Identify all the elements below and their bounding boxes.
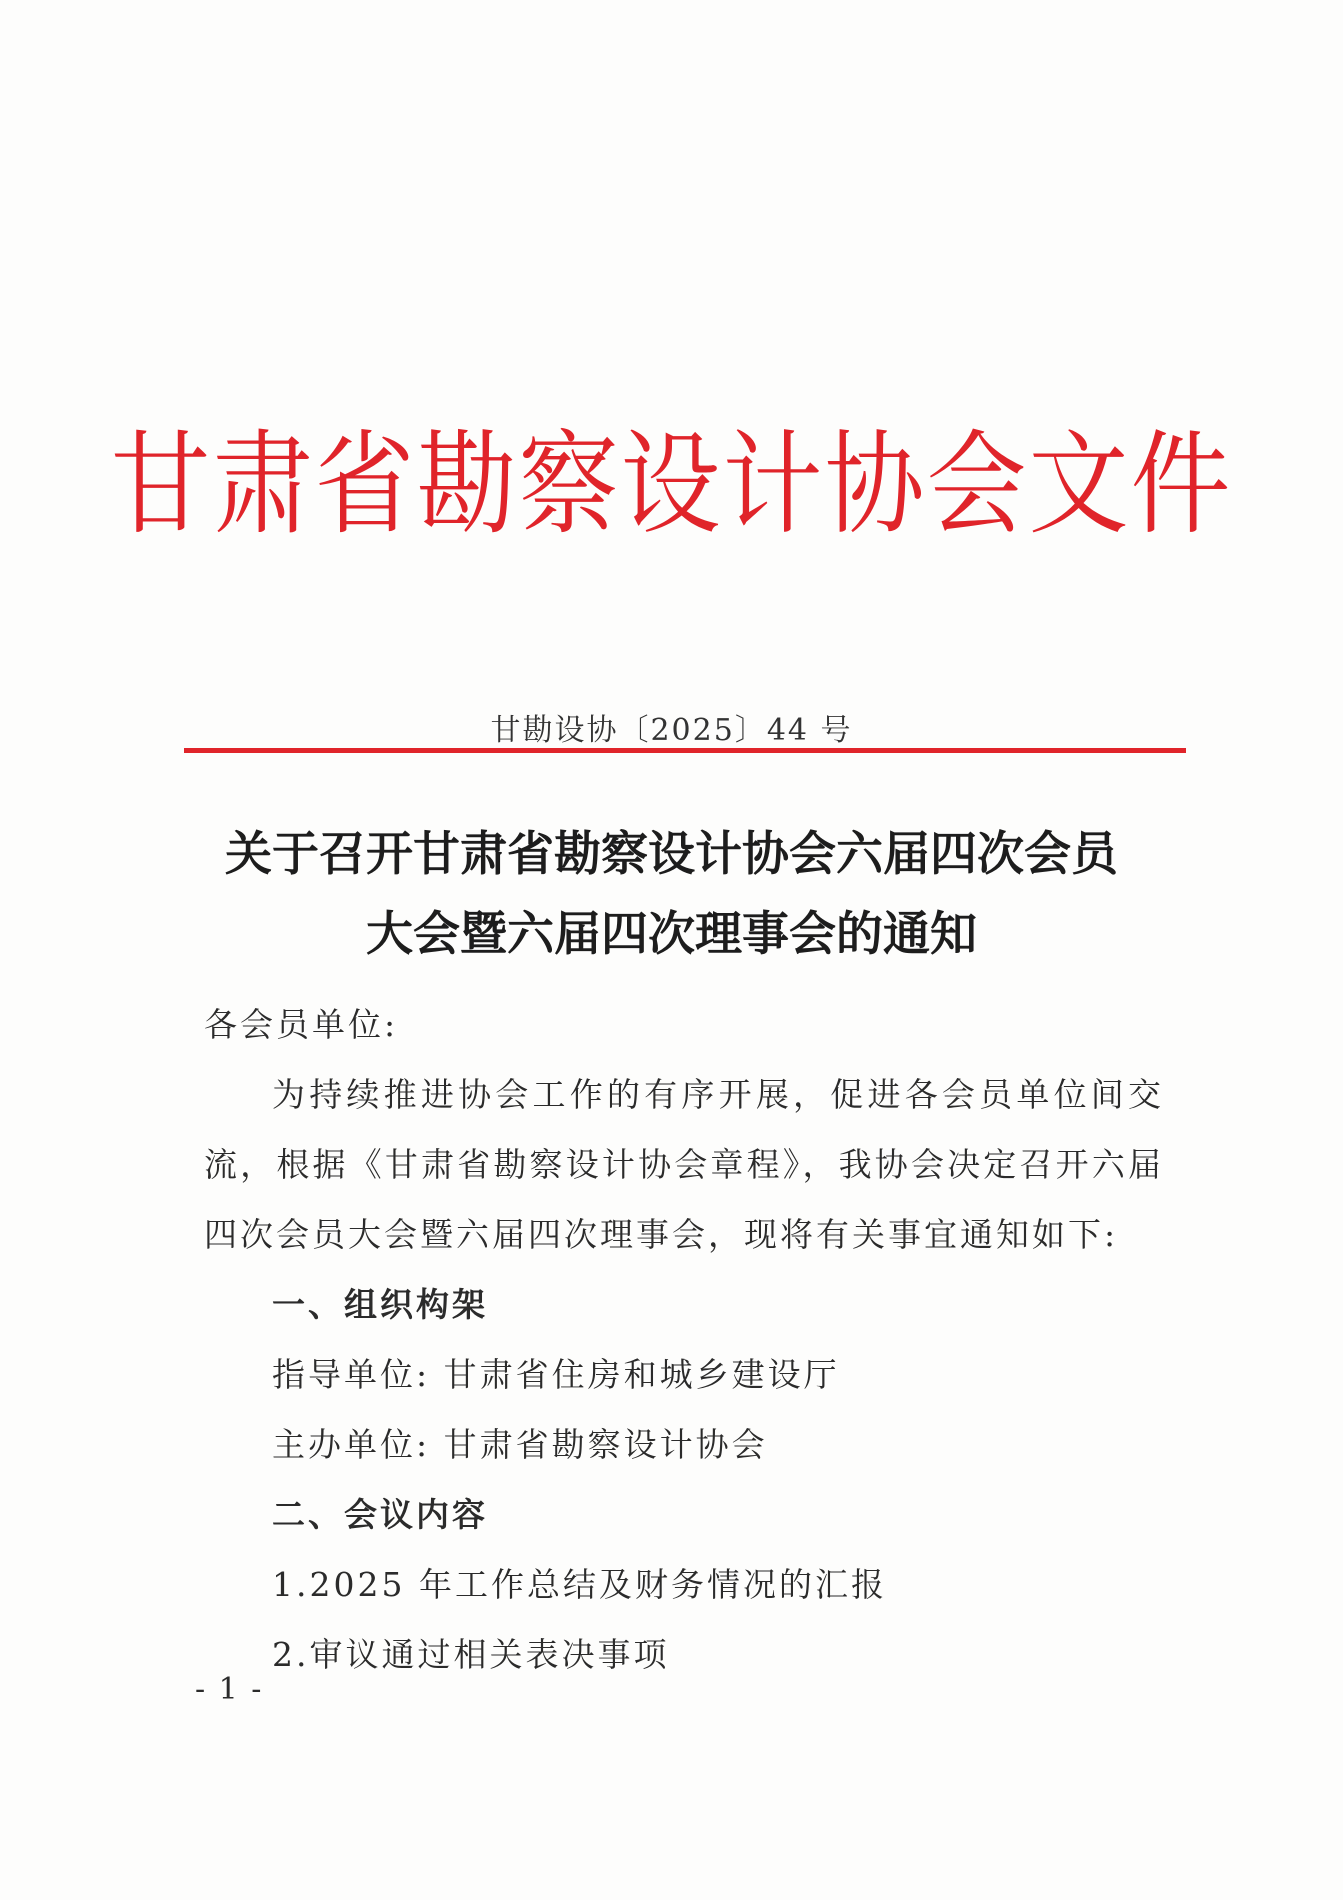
section-heading-organization: 一、组织构架 xyxy=(272,1285,488,1324)
page-number: - 1 - xyxy=(195,1672,264,1707)
guiding-unit: 指导单位: 甘肃省住房和城乡建设厅 xyxy=(272,1355,840,1394)
meeting-item-1: 1.2025 年工作总结及财务情况的汇报 xyxy=(272,1565,887,1604)
document-number: 甘勘设协〔2025〕44 号 xyxy=(490,713,853,748)
document-body xyxy=(204,990,1164,1690)
host-unit: 主办单位: 甘肃省勘察设计协会 xyxy=(272,1425,768,1464)
document-title-line-2: 大会暨六届四次理事会的通知 xyxy=(366,907,977,962)
document-title-line-1: 关于召开甘肃省勘察设计协会六届四次会员 xyxy=(225,827,1118,882)
salutation: 各会员单位: xyxy=(204,1005,399,1044)
meeting-item-2: 2.审议通过相关表决事项 xyxy=(272,1635,670,1674)
intro-paragraph: 为持续推进协会工作的有序开展，促进各会员单位间交流，根据《甘肃省勘察设计协会章程》，我协会决定召开六届四次会员大会暨六届四次理事会，现将有关事宜通知如下: xyxy=(204,1075,1164,1254)
red-divider-line xyxy=(184,748,1186,753)
issuing-organization-header: 甘肃省勘察设计协会文件 xyxy=(110,418,1233,550)
section-heading-meeting-content: 二、会议内容 xyxy=(272,1495,488,1534)
document-title xyxy=(140,815,1203,975)
